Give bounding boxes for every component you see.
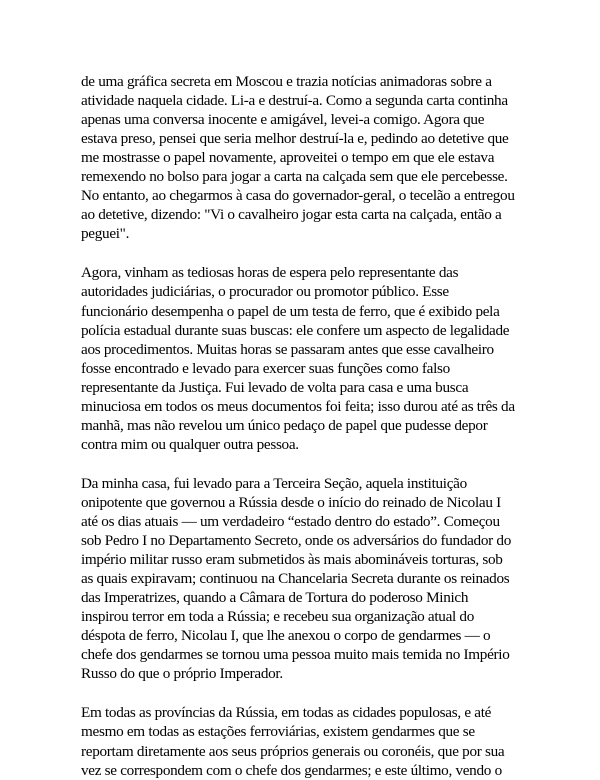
paragraph-2: Agora, vinham as tediosas horas de espera pelo representante das autoridades judiciárias, o procurador ou promotor público. Esse funcionário desempenha o papel de um testa de ferro, que é exibido pela polícia estadual durante suas buscas: ele confere um aspecto de legalidade aos procedimentos. Muitas horas se passaram antes que esse cavalheiro fosse encontrado e levado para exercer suas funções como falso representante da Justiça. Fui levado de volta para casa e uma busca minuciosa em todos os meus documentos foi feita; isso durou até as três da manhã, mas não revelou um único pedaço de papel que pudesse depor contra mim ou qualquer outra pessoa. — [81, 264, 515, 453]
paragraph-1: de uma gráfica secreta em Moscou e trazia notícias animadoras sobre a atividade naquela cidade. Li-a e destruí-a. Como a segunda carta continha apenas uma conversa inocente e amigável, levei-a comigo. Agora que estava preso, pensei que seria melhor destruí-la e, pedindo ao detetive que me mostrasse o papel novamente, aproveitei o tempo em que ele estava remexendo no bolso para jogar a carta na calçada sem que ele percebesse. No entanto, ao chegarmos à casa do governador-geral, o tecelão a entregou ao detetive, dizendo: "Vi o cavalheiro jogar esta carta na calçada, então a peguei". — [81, 73, 515, 243]
text-body — [81, 72, 518, 780]
paragraph-4: Em todas as províncias da Rússia, em todas as cidades populosas, e até mesmo em todas as estações ferroviárias, existem gendarmes que se reportam diretamente aos seus próprios generais ou coronéis, que por sua vez se correspondem com o chefe dos gendarmes; e este último, vendo o — [81, 704, 505, 779]
paragraph-3: Da minha casa, fui levado para a Terceira Seção, aquela instituição onipotente que governou a Rússia desde o início do reinado de Nicolau I até os dias atuais — um verdadeiro “estado dentro do estado”. Começou sob Pedro I no Departamento Secreto, onde os adversários do fundador do império militar russo eram submetidos às mais abomináveis torturas, sob as quais expiravam; continuou na Chancelaria Secreta durante os reinados das Imperatrizes, quando a Câmara de Tortura do poderoso Minich inspirou terror em toda a Rússia; e recebeu sua organização atual do déspota de ferro, Nicolau I, que lhe anexou o corpo de gendarmes — o chefe dos gendarmes se tornou uma pessoa muito mais temida no Império Russo do que o próprio Imperador. — [81, 474, 511, 683]
